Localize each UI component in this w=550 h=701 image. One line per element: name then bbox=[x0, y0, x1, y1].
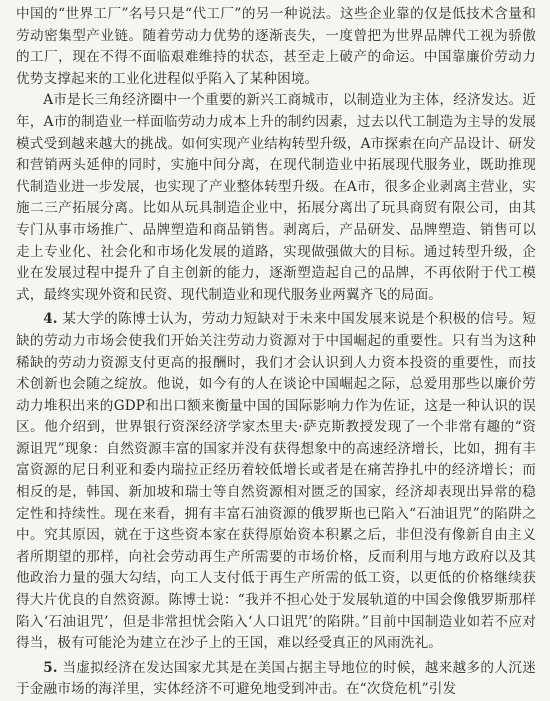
paragraph-text: 中国的“世界工厂”名号只是“代工厂”的另一种说法。这些企业靠的仅是低技术含量和劳动密集型产业链。随着劳动力优势的逐渐丧失，一度曾把为世界品牌代工视为骄傲的工厂，现在不得不面临艰难维持的状态，甚至走上破产的命运。中国靠廉价劳动力优势支撑起来的工业化进程似乎陷入了某种困境。 bbox=[16, 6, 536, 87]
paragraph-item-5 bbox=[16, 658, 536, 701]
paragraph-text: A市是长三角经济圈中一个重要的新兴工商城市，以制造业为主体，经济发达。近年，A市的制造业一样面临劳动力成本上升的制约因素，过去以代工制造为主导的发展模式受到越来越大的挑战。如何实现产业结构转型升级，A市探索在向产品设计、研发和营销两头延伸的同时，实施中间分离，在现代制造业中拓展现代服务业，既助推现代制造业进一步发展，也实现了产业整体转型升级。在A市，很多企业剥离主营业，实施二三产拓展分离。比如从玩具制造企业中，拓展分离出了玩具商贸有限公司，由其专门从事市场推广、品牌塑造和商品销售。剥离后，产品研发、品牌塑造、销售可以走上专业化、社会化和市场化发展的道路，实现做强做大的目标。通过转型升级，企业在发展过程中提升了自主创新的能力，逐渐塑造起自己的品牌，不再依附于代工模式，最终实现外资和民资、现代制造业和现代服务业两翼齐飞的局面。 bbox=[16, 92, 536, 303]
paragraph-city-a bbox=[16, 90, 536, 306]
paragraph-intro bbox=[16, 4, 536, 90]
item-number: 5. bbox=[43, 659, 58, 676]
paragraph-text: 当虚拟经济在发达国家尤其是在美国占据主导地位的时候，越来越多的人沉迷于金融市场的海洋里，实体经济不可避免地受到冲击。在“次贷危机”引发 bbox=[16, 659, 536, 698]
paragraph-item-4 bbox=[16, 309, 536, 655]
item-number: 4. bbox=[43, 311, 58, 328]
paragraph-text: 某大学的陈博士认为，劳动力短缺对于未来中国发展来说是个积极的信号。短缺的劳动力市场会使我们开始关注劳动力资源对于中国崛起的重要性。只有当为这种稀缺的劳动力资源支付更高的报酬时，我们才会认识到人力资本投资的重要性，而技术创新也会随之绽放。他说，如今有的人在谈论中国崛起之际，总爱用那些以廉价劳动力堆积出来的GDP和出口额来衡量中国的国际影响力作为佐证，这是一种认识的误区。他介绍到，世界银行资深经济学家杰里夫·萨克斯教授发现了一个非常有趣的“资源诅咒”现象：自然资源丰富的国家并没有获得想象中的高速经济增长，比如，拥有丰富资源的尼日利亚和委内瑞拉正经历着较低增长或者是在痛苦挣扎中的经济增长；而相反的是，韩国、新加坡和瑞士等自然资源相对匮乏的国家，经济却表现出异常的稳定性和持续性。现在来看，拥有丰富石油资源的俄罗斯也已陷入“石油诅咒”的陷阱之中。究其原因，就在于这些资本家在获得原始资本积累之后，非但没有像新自由主义者所期望的那样，向社会劳动再生产所需要的市场价格，反而利用与地方政府以及其他政治力量的强大勾结，向工人支付低于再生产所需的低工资，以更低的价格继续获得大片优良的自然资源。陈博士说：“我并不担心处于发展轨道的中国会像俄罗斯那样陷入‘石油诅咒’，但是非常担忧会陷入‘人口诅咒’的陷阱。”目前中国制造业如若不应对得当，极有可能沦为建立在沙子上的王国，难以经受真正的风雨洗礼。 bbox=[16, 311, 536, 652]
